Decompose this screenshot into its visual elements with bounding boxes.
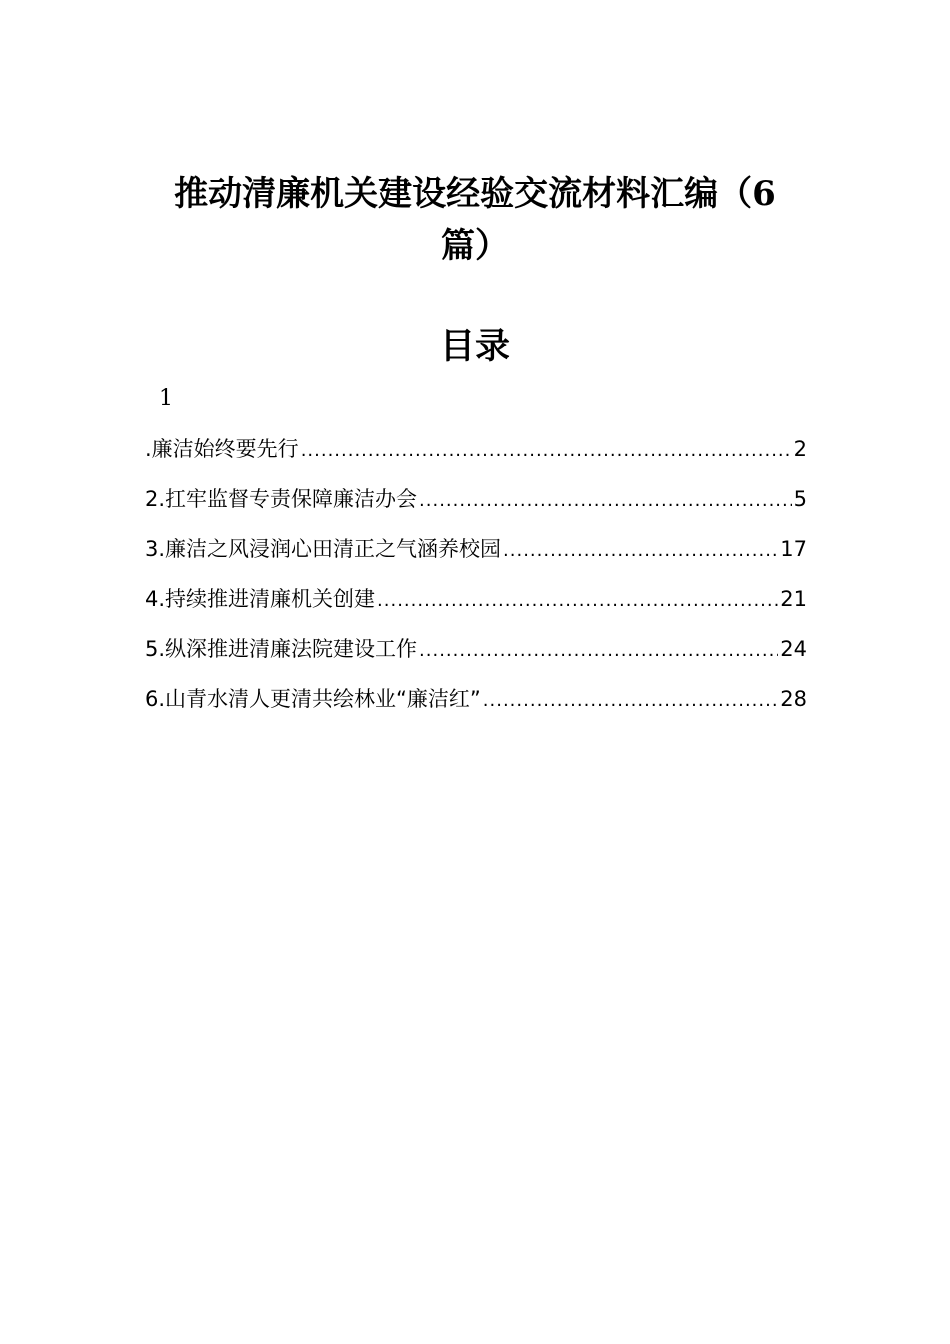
toc-entry[interactable] bbox=[145, 632, 807, 682]
toc-dot-leader bbox=[301, 434, 792, 468]
toc-stray-number: 1 bbox=[159, 386, 173, 411]
table-of-contents bbox=[145, 432, 807, 732]
toc-entry[interactable] bbox=[145, 532, 807, 582]
toc-dot-leader bbox=[503, 534, 778, 568]
toc-entry-page: 21 bbox=[780, 587, 807, 611]
toc-entry-page: 2 bbox=[793, 437, 807, 461]
toc-entry-title: 2.扛牢监督专责保障廉洁办会 bbox=[145, 487, 418, 511]
toc-entry-page: 28 bbox=[780, 687, 807, 711]
toc-entry-page: 5 bbox=[793, 487, 807, 511]
toc-entry[interactable] bbox=[145, 582, 807, 632]
toc-entry[interactable] bbox=[145, 482, 807, 532]
toc-dot-leader bbox=[483, 684, 778, 718]
toc-entry-title: 5.纵深推进清廉法院建设工作 bbox=[145, 637, 418, 661]
toc-dot-leader bbox=[377, 584, 778, 618]
toc-heading: 目录 bbox=[439, 326, 510, 367]
toc-entry-page: 17 bbox=[780, 537, 807, 561]
toc-entry[interactable] bbox=[145, 432, 807, 482]
toc-dot-leader bbox=[419, 634, 778, 668]
toc-entry-title: 6.山青水清人更清共绘林业“廉洁红” bbox=[145, 687, 481, 711]
toc-entry-title: 4.持续推进清廉机关创建 bbox=[145, 587, 376, 611]
toc-dot-leader bbox=[419, 484, 792, 518]
toc-entry-title: 3.廉洁之风浸润心田清正之气涵养校园 bbox=[145, 537, 502, 561]
toc-entry-page: 24 bbox=[780, 637, 807, 661]
toc-entry[interactable] bbox=[145, 682, 807, 732]
toc-entry-title: .廉洁始终要先行 bbox=[145, 437, 299, 461]
document-title: 推动清廉机关建设经验交流材料汇编（6篇） bbox=[174, 174, 776, 266]
